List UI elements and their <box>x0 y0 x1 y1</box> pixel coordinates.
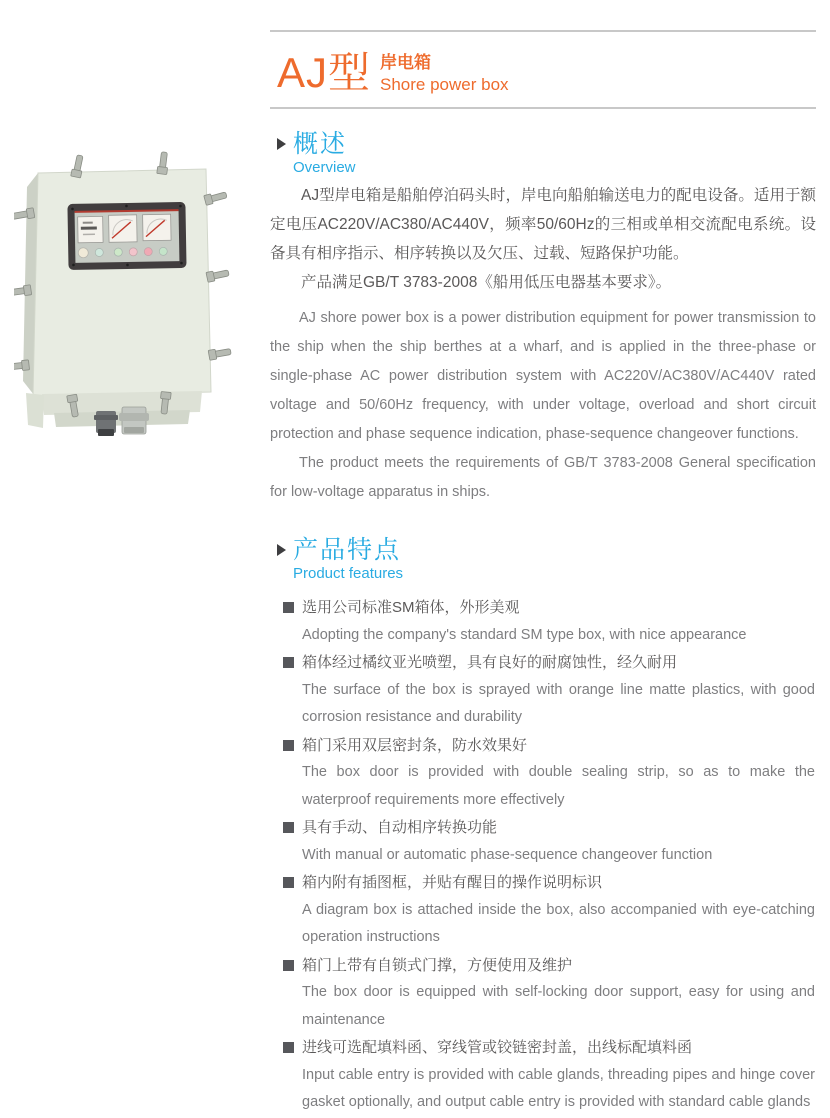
page-header <box>277 50 509 96</box>
meter-panel <box>67 202 186 270</box>
feature-title-zh <box>283 649 815 677</box>
overview-zh-paragraph-1: AJ型岸电箱是船舶停泊码头时，岸电向船舶输送电力的配电设备。适用于额定电压AC220V/AC380/AC440V，频率50/60Hz的三相或单相交流配电系统。设备具有相序指示、相序转换以及欠压、过载、短路保护功能。 <box>270 187 816 262</box>
feature-item <box>283 952 815 1035</box>
feature-item <box>283 814 815 869</box>
square-bullet-icon <box>283 1042 294 1053</box>
features-section-header <box>277 537 403 584</box>
product-subtitle-zh: 岸电箱 <box>380 53 432 72</box>
feature-title-zh <box>283 869 815 897</box>
square-bullet-icon <box>283 822 294 833</box>
feature-title-text: 选用公司标准SM箱体，外形美观 <box>302 599 520 616</box>
overview-heading-en: Overview <box>293 159 356 176</box>
meter-1 <box>78 216 103 242</box>
cabinet-front <box>33 169 211 396</box>
product-subtitle-en: Shore power box <box>380 75 509 94</box>
feature-desc-en: Input cable entry is provided with cable glands, threading pipes and hinge cover gasket optionally, and output cable entry is provided with standard cable glands <box>302 1066 815 1110</box>
feature-item <box>283 1034 815 1117</box>
meter-2 <box>109 215 137 242</box>
feature-title-text: 进线可选配填料函、穿线管或铰链密封盖，出线标配填料函 <box>302 1039 693 1056</box>
feature-title-text: 箱门上带有自锁式门撑，方便使用及维护 <box>302 956 573 974</box>
overview-body <box>270 181 816 507</box>
product-model: AJ型 <box>277 49 372 96</box>
feature-item <box>283 649 815 732</box>
title-divider <box>270 107 816 109</box>
features-list <box>283 594 815 1117</box>
feature-desc-en: The box door is equipped with self-locking door support, easy for using and maintenance <box>302 984 815 1028</box>
square-bullet-icon <box>283 602 294 613</box>
overview-en-paragraph-2: The product meets the requirements of GB/T 3783-2008 General specification for low-voltage apparatus in ships. <box>270 455 816 500</box>
feature-title-zh <box>283 1034 815 1062</box>
overview-section-header <box>277 131 356 178</box>
square-bullet-icon <box>283 877 294 888</box>
feature-title-text: 箱体经过橘纹亚光喷塑，具有良好的耐腐蚀性，经久耐用 <box>302 654 678 671</box>
feature-item <box>283 869 815 952</box>
cabinet-base-left <box>26 393 44 428</box>
section-triangle-icon <box>277 138 286 150</box>
section-triangle-icon <box>277 544 286 556</box>
feature-title-zh <box>283 732 815 760</box>
product-subtitle <box>380 50 509 96</box>
feature-item <box>283 594 815 649</box>
product-photo <box>14 145 239 445</box>
square-bullet-icon <box>283 657 294 668</box>
feature-title-zh <box>283 952 815 980</box>
feature-desc-en: The box door is provided with double sealing strip, so as to make the waterproof requirements more effectively <box>302 764 815 808</box>
square-bullet-icon <box>283 740 294 751</box>
feature-title-zh <box>283 814 815 842</box>
features-heading-en: Product features <box>293 565 404 582</box>
overview-heading-zh: 概述 <box>293 130 348 158</box>
top-divider <box>270 30 816 32</box>
feature-title-zh <box>283 594 815 622</box>
features-heading-zh: 产品特点 <box>293 536 402 564</box>
feature-item <box>283 732 815 815</box>
feature-title-text: 具有手动、自动相序转换功能 <box>302 819 498 836</box>
overview-en-paragraph-1: AJ shore power box is a power distribution equipment for power transmission to the ship when the ship berthes at a wharf, and is applied in the three-phase or single-phase AC power distribution system with AC220V/AC380V/AC440V rated voltage and 50/60Hz frequency, with under voltage, overload and short circuit protection and phase sequence indication, phase-sequence changeover functions. <box>270 310 816 442</box>
feature-title-text: 箱内附有插图框，并贴有醒目的操作说明标识 <box>302 874 603 891</box>
feature-desc-en: A diagram box is attached inside the box, also accompanied with eye-catching operation instructions <box>302 901 815 945</box>
feature-desc-en: The surface of the box is sprayed with orange line matte plastics, with good corrosion resistance and durability <box>302 681 815 725</box>
feature-desc-en: With manual or automatic phase-sequence changeover function <box>302 846 713 863</box>
feature-desc-en: Adopting the company's standard SM type box, with nice appearance <box>302 626 747 643</box>
feature-title-text: 箱门采用双层密封条，防水效果好 <box>302 736 528 754</box>
overview-zh-paragraph-2: 产品满足GB/T 3783-2008《船用低压电器基本要求》。 <box>301 274 672 291</box>
square-bullet-icon <box>283 960 294 971</box>
meter-3 <box>143 214 171 240</box>
